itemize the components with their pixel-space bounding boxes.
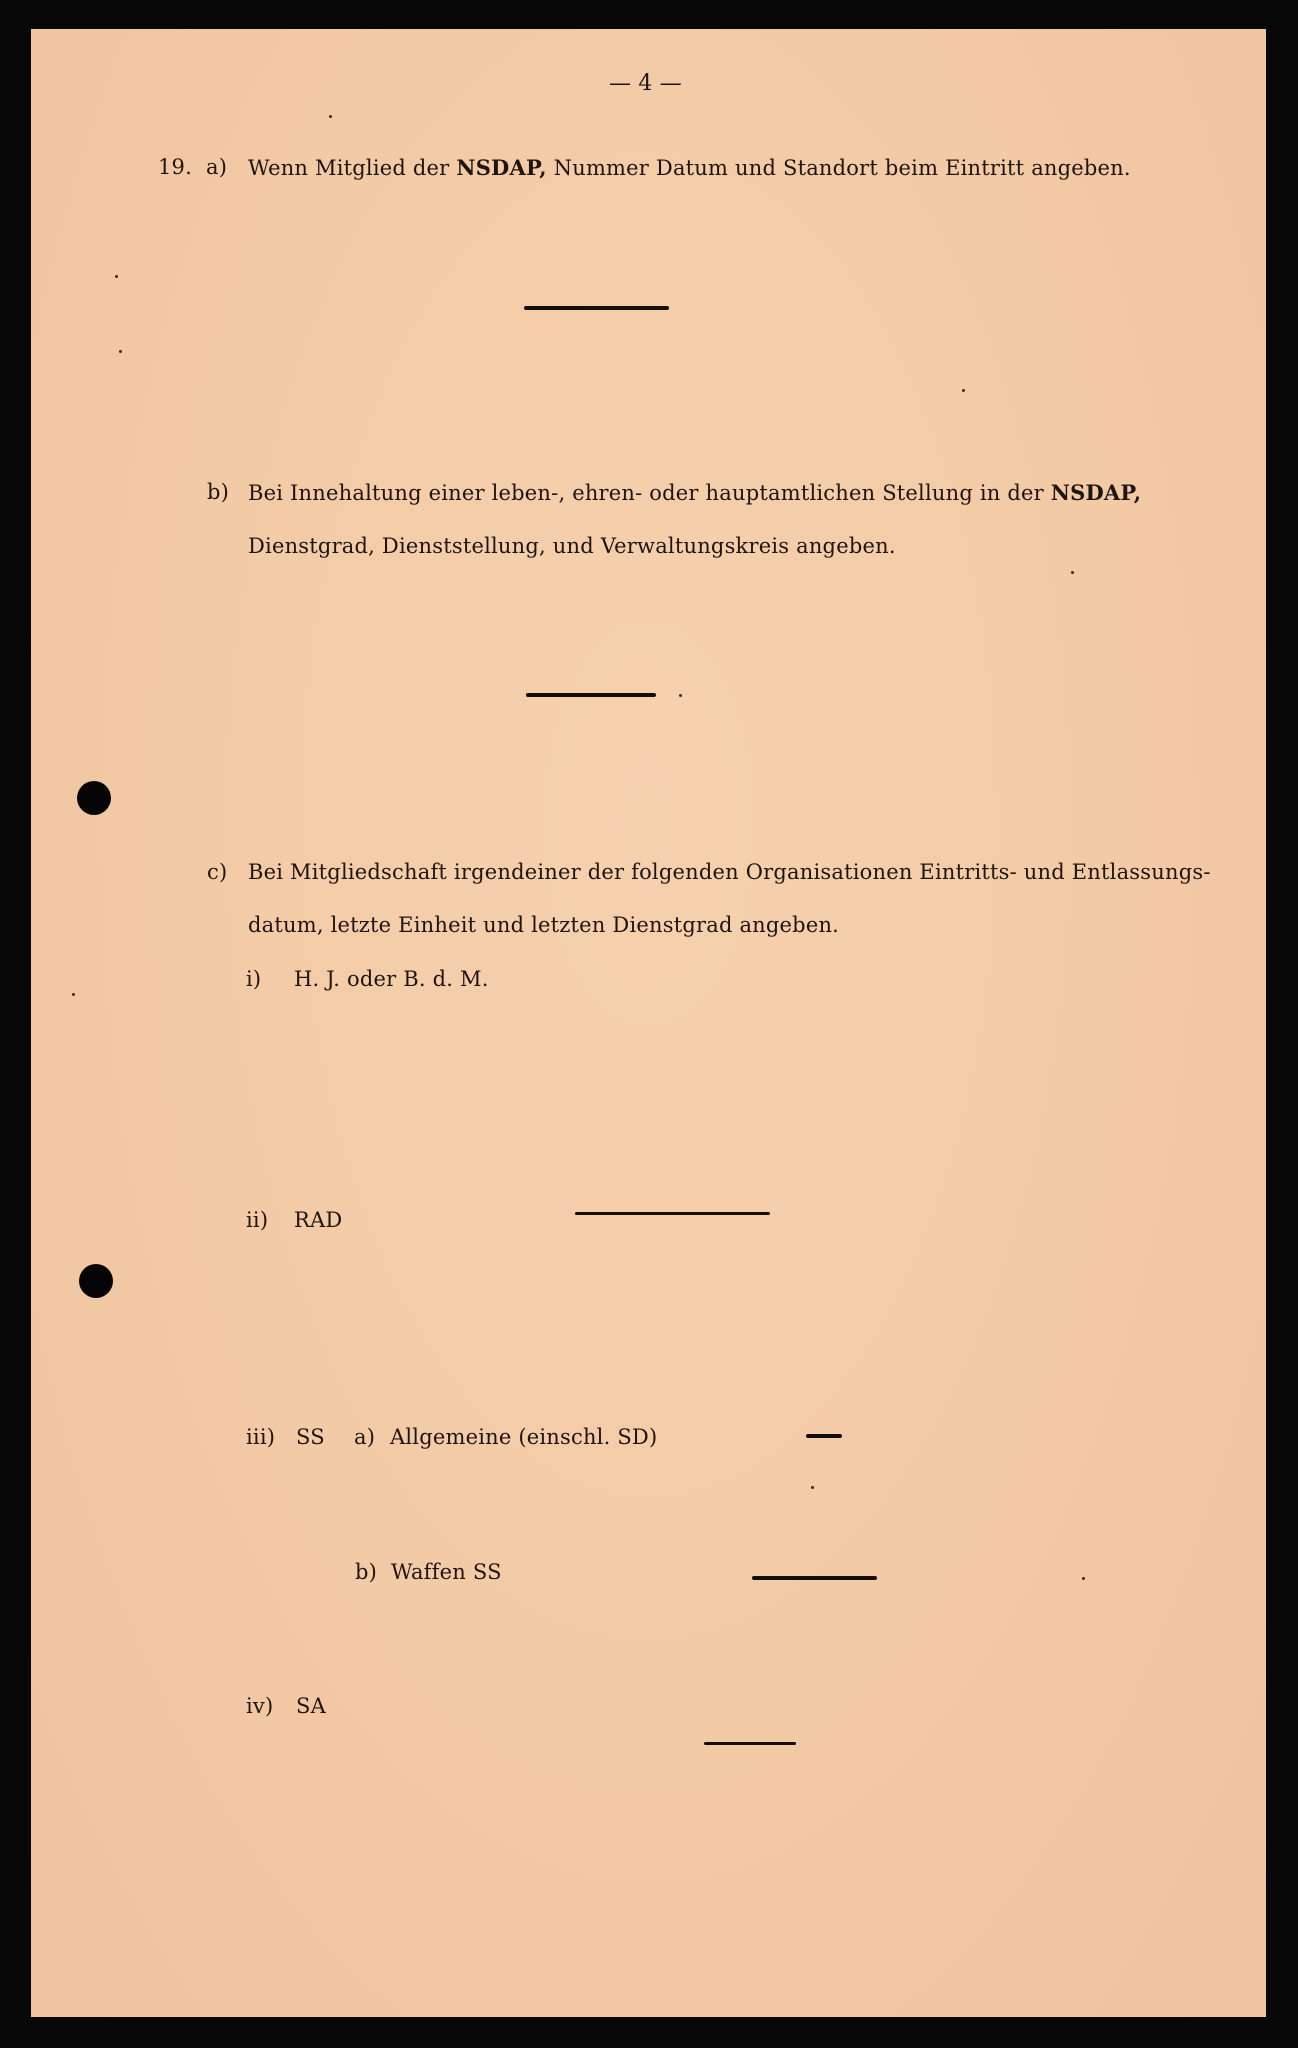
- q19b-text-line1: Bei Innehaltung einer leben-, ehren- oder hauptamtlichen Stellung in der NSDAP,: [248, 480, 1142, 505]
- item-ii-text: RAD: [294, 1208, 343, 1232]
- punch-hole-top: [77, 781, 111, 815]
- item-iii-b-text: Waffen SS: [391, 1560, 502, 1584]
- item-iv-label: iv): [246, 1694, 274, 1718]
- item-iii-a-text: Allgemeine (einschl. SD): [390, 1425, 658, 1449]
- page-number: — 4 —: [609, 71, 682, 96]
- paper-speck: [115, 275, 118, 278]
- document-page: [31, 29, 1266, 2017]
- item-i-text: H. J. oder B. d. M.: [294, 967, 489, 991]
- q19c-label: c): [207, 860, 228, 884]
- item-iii-label: iii): [246, 1425, 276, 1449]
- item-ii-label: ii): [246, 1208, 269, 1232]
- punch-hole-bottom: [79, 1264, 113, 1298]
- q19b-label: b): [207, 480, 230, 504]
- question-number: 19.: [158, 155, 192, 179]
- paper-speck: [811, 1486, 814, 1489]
- item-iii-a-answer-dash: [806, 1434, 842, 1438]
- item-iii-a-label: a): [354, 1425, 376, 1449]
- item-iii-text: SS: [296, 1425, 325, 1449]
- q19a-label: a): [206, 155, 228, 179]
- item-i-label: i): [246, 967, 262, 991]
- paper-speck: [1071, 571, 1074, 574]
- q19b-text-line2: Dienstgrad, Dienststellung, und Verwaltungskreis angeben.: [248, 534, 896, 558]
- paper-speck: [679, 694, 682, 697]
- paper-speck: [119, 350, 122, 353]
- item-iii-b-answer-dash: [752, 1576, 877, 1580]
- q19c-text-line2: datum, letzte Einheit und letzten Dienstgrad angeben.: [248, 913, 840, 937]
- paper-speck: [329, 115, 332, 118]
- item-iii-b-label: b): [355, 1560, 378, 1584]
- q19b-answer-dash: [526, 693, 656, 697]
- paper-speck: [72, 993, 75, 996]
- q19a-answer-dash: [524, 306, 669, 310]
- paper-speck: [1082, 1577, 1085, 1580]
- paper-speck: [962, 389, 965, 392]
- item-iv-text: SA: [296, 1694, 326, 1718]
- q19c-text-line1: Bei Mitgliedschaft irgendeiner der folgenden Organisationen Eintritts- und Entlassungs-: [248, 860, 1211, 884]
- item-iv-answer-dash: [704, 1742, 796, 1745]
- item-ii-answer-dash: [575, 1212, 770, 1215]
- q19a-text: Wenn Mitglied der NSDAP, Nummer Datum und Standort beim Eintritt angeben.: [248, 155, 1131, 180]
